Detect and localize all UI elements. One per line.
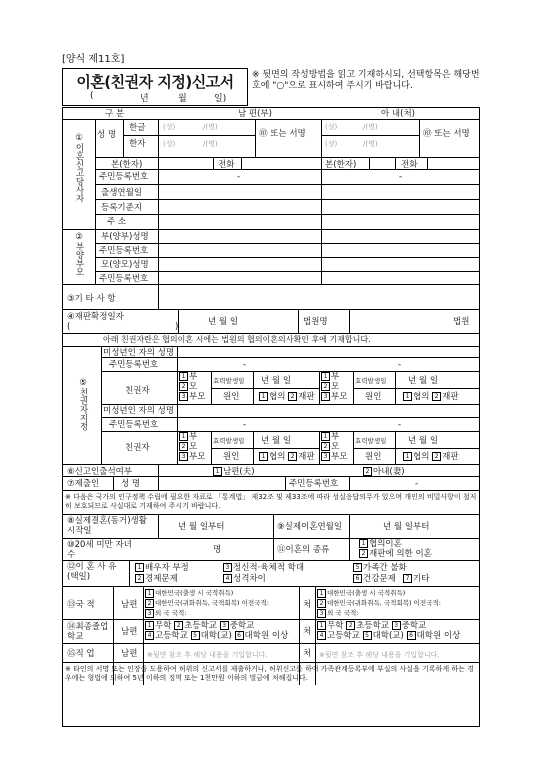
page-title: 이혼(친권자 지정)신고서 xyxy=(76,73,234,91)
husband-seal[interactable]: ㊞ 또는 서명 xyxy=(259,129,306,139)
section-2-label: ②부양부모 xyxy=(74,232,84,276)
form-id: [양식 제11호] xyxy=(62,54,125,65)
section-5-label: ⑤친권자지정 xyxy=(78,378,88,431)
form-table: 구 분 남 편(부) 아 내(처) ①이혼신고당사자 성 명 한글 한자 (성) /(명) (성) /(명) ㊞ 또는 서명 (성) /(명) (성) /(명) ㊞ 또는 서명 본(한자) 전화 본(한자) 전화 주민등록번호 - - 출생연월일 등록기준지 주 소 ②부양부모 부(양부)성명 주민등록번호 모(양모)성명 주민등록번호 ③기 타 사 항 ④재판확정일자 ( ) 년 월 일 법원명 법원 아래 친권자란은 협의이혼 시에는 법원의 협의이혼의사확인 후에 기재합니다. ⑤친권자지정 미성년인 자의 성명 주민등록번호 - - 친권자 1 부 2 모 3 부모 효력발생일 년 월 일 원인 1 협의 2 재판 1 부 2 모 3 부모 효력발생일 년 월 일 원인 1 협의 2 재판 미성년인 자의 성명 주민등록번호 - - 친권자 1 부 2 모 3 부모 효력발생일 년 월 일 원인 1 협의 2 재판 1 부 2 모 3 부모 효력발생일 년 월 일 원인 1 협의 2 재판 ⑥신고인출석여부 1 남편(夫) 2 아내(妻) ⑦제출인 성 명 주민등록번호 - ※ 다음은 국가의 인구정책 수립에 필요한 자료로 「통계법」 제32조 및 제33조에 따라 성실응답의무가 있으며 개인의 비밀사항이 철저히 보호되므로 사실대로 기재하여 주시기 바랍니다. ⑧실제결혼(동거)생활 시작일 년 월 일부터 ⑨실제이혼연월일 년 월 일부터 ⑩20세 미만 자녀 수 명 ⑪이혼의 종류 1 협의이혼 2 재판에 의한 이혼 ⑫이 혼 사 유(택일) 1 배우자 부정 3 정신적·육체적 학대 5 가족간 불화 2 경제문제 4 성격차이 6 건강문제 7 기타 ⑬국 적 남편 1 대한민국(출생 시 국적취득) 2 대한민국(귀화취득, 국적회복) 이전국적: 3 외 국 국적: 처 1 대한민국(출생 시 국적취득) 2 대한민국(귀화취득, 국적회복) 이전국적: 3 외 국 국적: ⑭최종졸업학교 남편 1 무학 2 초등학교 3 중학교 4 고등학교 5 대학(교) 6 대학원 이상 처 1 무학 2 초등학교 3 중학교 4 고등학교 5 대학(교) 6 대학원 이상 ⑮직 업 남편 ※뒷면 참조 후 해당 내용을 기입합니다. 처 ※뒷면 참조 후 해당 내용을 기입합니다. ※ 타인의 서명 또는 인장을 도용하여 허위의 신고서를 제출하거나, 허위신고를 하여 가족관계등록부에 부실의 사실을 기록하게 하는 경우에는 형법에 의하여 5년 이하의 징역 또는 1천만원 이하의 벌금에 처해집니다. xyxy=(62,107,480,727)
section-1-label: ①이혼신고당사자 xyxy=(74,133,84,203)
wife-seal[interactable]: ㊞ 또는 서명 xyxy=(423,129,470,139)
instruction-note: ※ 뒷면의 작성방법을 읽고 기재하시되, 선택항목은 해당번호에 "○"으로 표시하여 주시기 바랍니다. xyxy=(252,70,480,91)
section-3-label: ③기 타 사 항 xyxy=(67,294,116,304)
